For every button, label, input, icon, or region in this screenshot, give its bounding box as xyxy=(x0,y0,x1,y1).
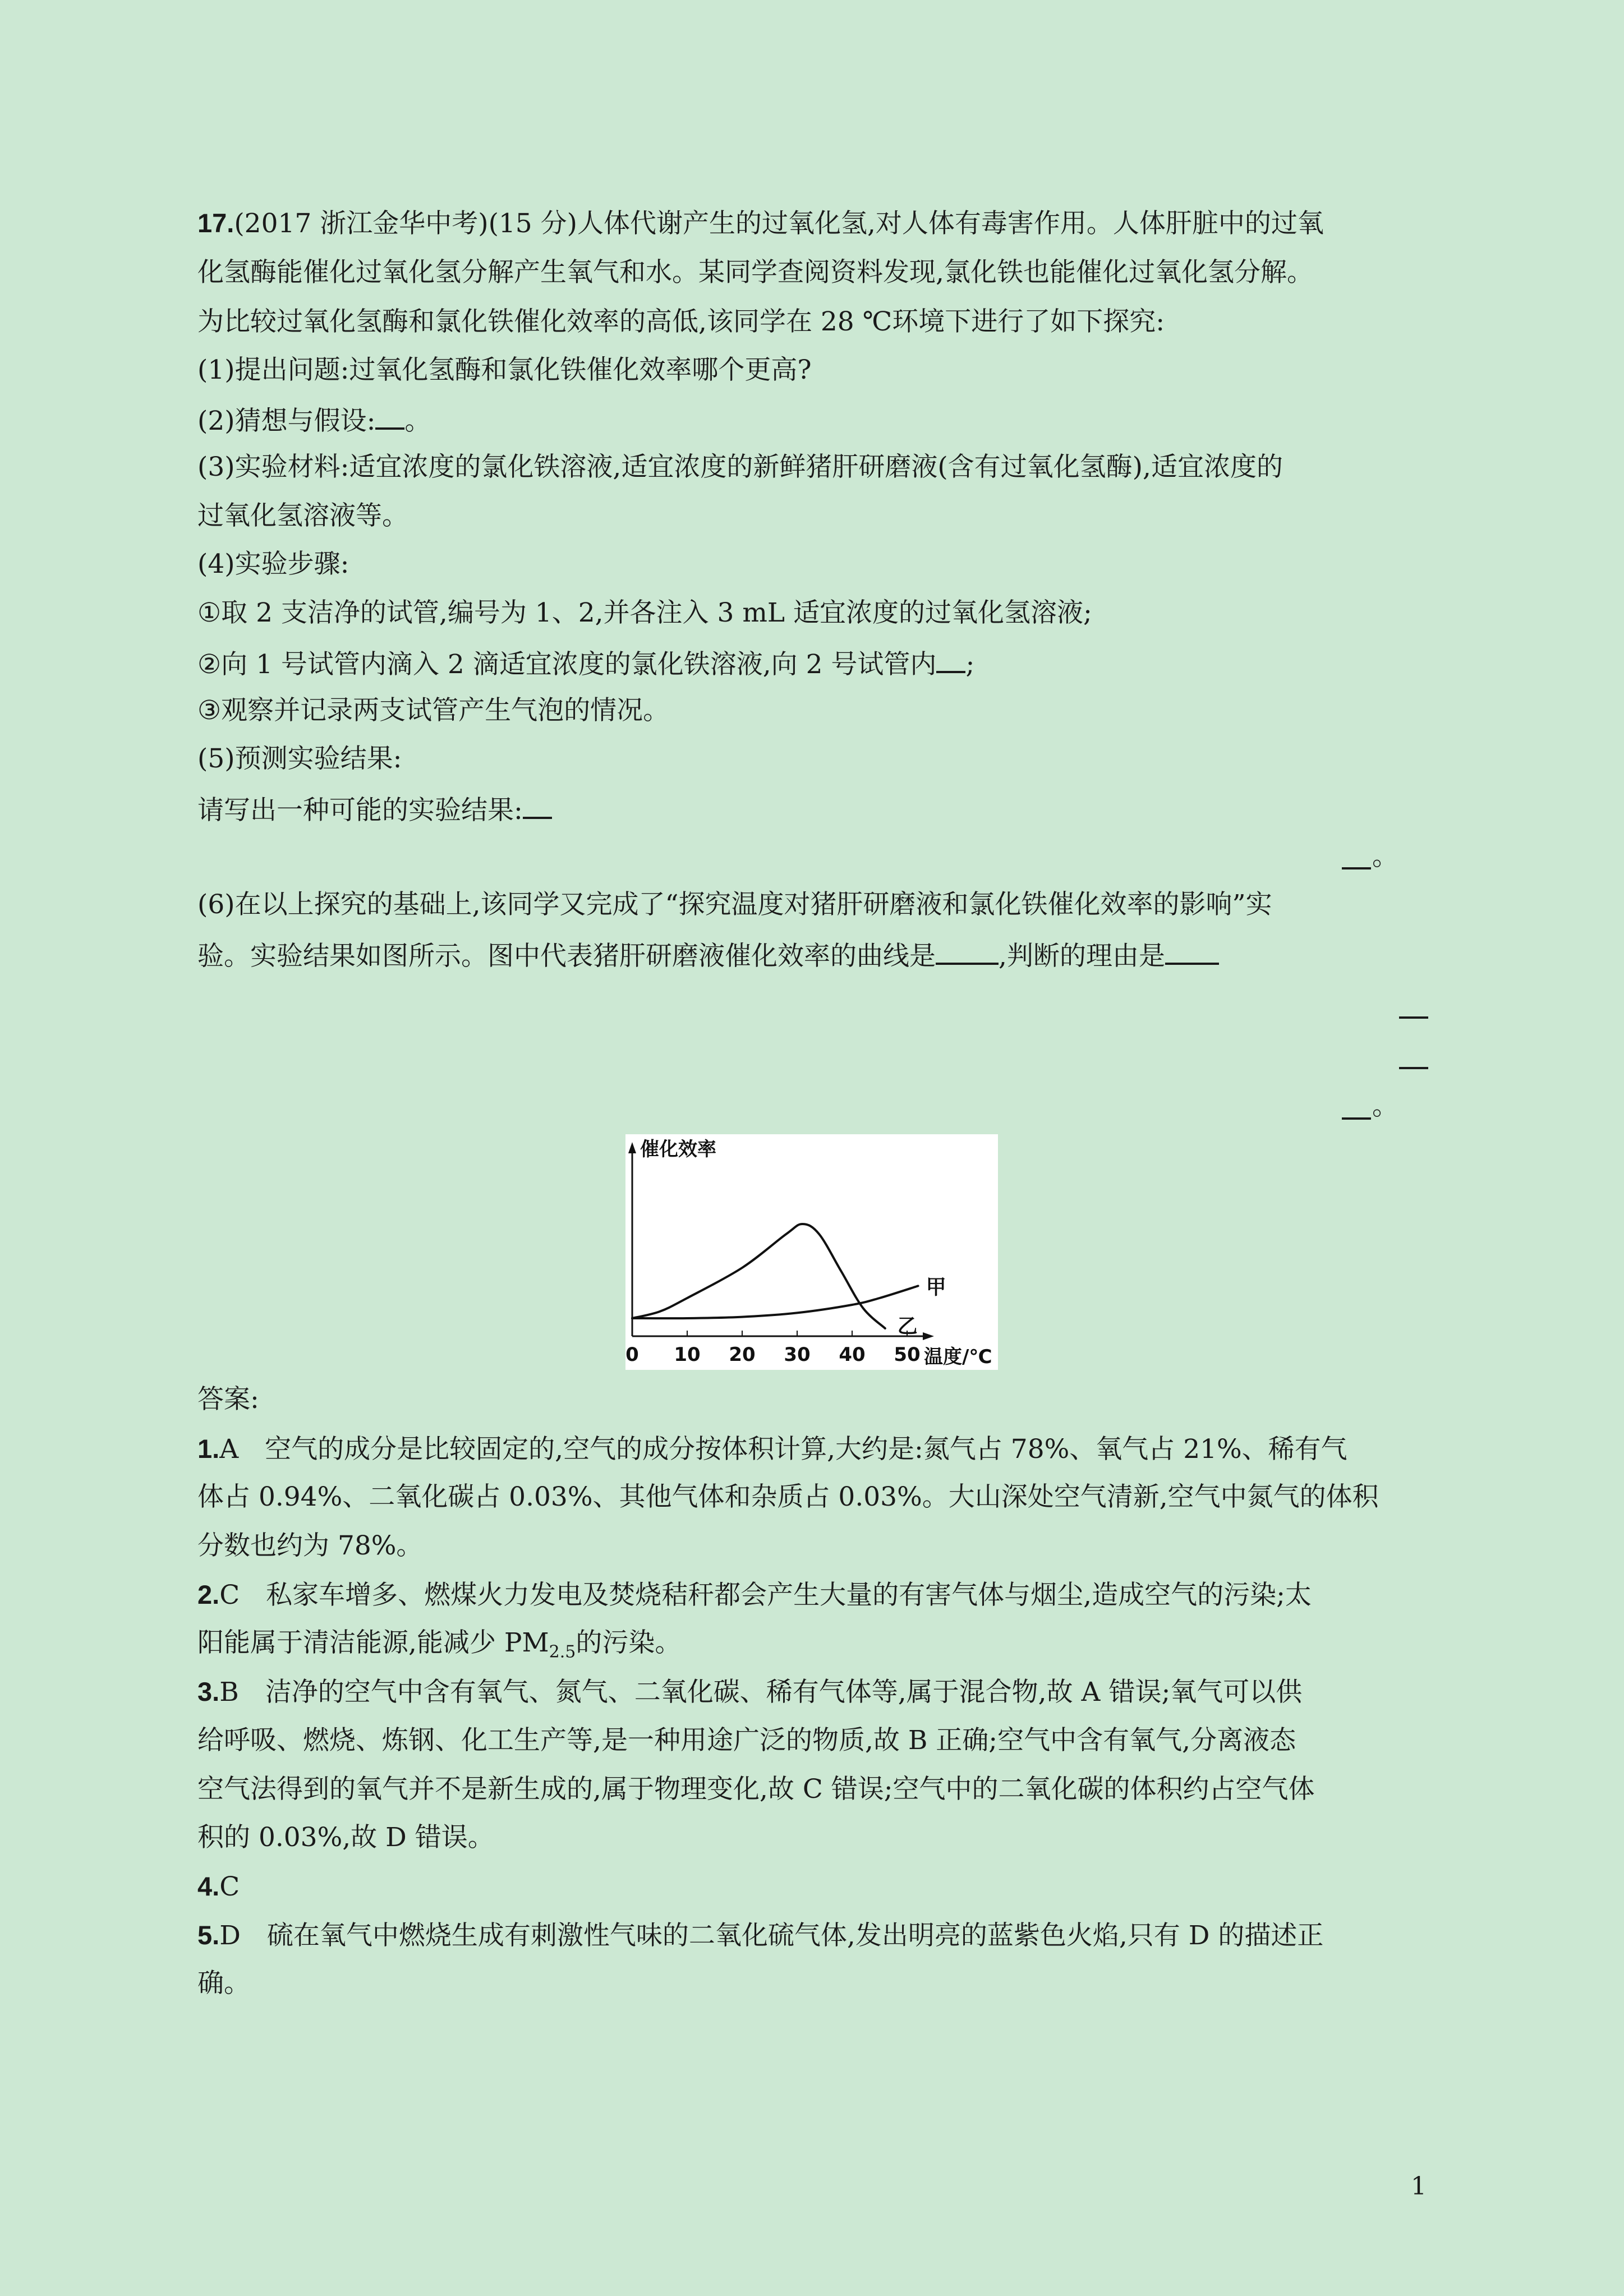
x-tick-label: 10 xyxy=(674,1343,701,1366)
answer-1-line-3: 分数也约为 78%。 xyxy=(197,1530,423,1561)
x-tick-label: 20 xyxy=(729,1343,756,1366)
part-6-line-1: (6)在以上探究的基础上,该同学又完成了“探究温度对猪肝研磨液和氯化铁催化效率的影响”实 xyxy=(197,889,1272,920)
answer-1-line-2: 体占 0.94%、二氧化碳占 0.03%、其他气体和杂质占 0.03%。大山深处空气清新,空气中氮气的体积 xyxy=(197,1481,1379,1512)
answer-blank xyxy=(523,791,552,819)
part-2: (2)猜想与假设: 。 xyxy=(197,402,431,438)
answer-5-line-2: 确。 xyxy=(197,1968,250,1999)
answer-blank xyxy=(1399,1067,1428,1069)
part-3-line-2: 过氧化氢溶液等。 xyxy=(197,500,408,531)
y-axis-arrow xyxy=(628,1142,636,1153)
x-tick-label: 50 xyxy=(894,1343,921,1366)
answers-heading: 答案: xyxy=(197,1384,259,1415)
x-tick-label: 30 xyxy=(784,1343,811,1366)
answer-blank xyxy=(375,402,404,430)
step-1: ①取 2 支洁净的试管,编号为 1、2,并各注入 3 mL 适宜浓度的过氧化氢溶液; xyxy=(197,597,1092,628)
answer-5-line-1: 5.D 硫在氧气中燃烧生成有刺激性气味的二氧化硫气体,发出明亮的蓝紫色火焰,只有 D 的描述正 xyxy=(197,1920,1324,1951)
chart-svg xyxy=(625,1134,998,1370)
answer-blank xyxy=(1165,937,1219,965)
part-4: (4)实验步骤: xyxy=(197,549,349,579)
answer-blank xyxy=(1399,1016,1428,1019)
x-axis-arrow xyxy=(923,1332,934,1340)
answer-2-line-2: 阳能属于清洁能源,能减少 $PM_{2.5}$的污染。 xyxy=(197,1627,682,1662)
x-tick-label: 40 xyxy=(839,1343,866,1366)
part-5-prompt: 请写出一种可能的实验结果: xyxy=(197,791,552,827)
answer-blank xyxy=(1342,1117,1371,1120)
y-axis-label: 催化效率 xyxy=(640,1138,716,1161)
step-3: ③观察并记录两支试管产生气泡的情况。 xyxy=(197,695,670,726)
answer-2-line-1: 2.C 私家车增多、燃煤火力发电及焚烧秸秆都会产生大量的有害气体与烟尘,造成空气的污染;太 xyxy=(197,1580,1312,1611)
answer-3-line-4: 积的 0.03%,故 D 错误。 xyxy=(197,1822,494,1853)
x-axis-label: 温度/℃ xyxy=(924,1346,992,1368)
catalytic-efficiency-chart xyxy=(625,1134,998,1370)
series-line-yi xyxy=(632,1224,885,1328)
answer-blank xyxy=(1342,867,1371,869)
answer-3-line-3: 空气法得到的氧气并不是新生成的,属于物理变化,故 C 错误;空气中的二氧化碳的体积约占空气体 xyxy=(197,1774,1315,1805)
answer-3-line-1: 3.B 洁净的空气中含有氧气、氮气、二氧化碳、稀有气体等,属于混合物,故 A 错误;氧气可以供 xyxy=(197,1677,1303,1708)
answer-blank xyxy=(936,645,965,673)
x-tick-label: 0 xyxy=(625,1343,639,1366)
question-intro-line-2: 化氢酶能催化过氧化氢分解产生氧气和水。某同学查阅资料发现,氯化铁也能催化过氧化氢分解。 xyxy=(197,257,1313,288)
question-intro-line-3: 为比较过氧化氢酶和氯化铁催化效率的高低,该同学在 28 ℃环境下进行了如下探究: xyxy=(197,306,1165,337)
series-line-jia xyxy=(632,1286,918,1318)
series-label-yi: 乙 xyxy=(897,1315,918,1338)
part-5-end-mark: 。 xyxy=(1372,841,1398,872)
answer-1-line-1: 1.A 空气的成分是比较固定的,空气的成分按体积计算,大约是:氮气占 78%、氧气占 21%、稀有气 xyxy=(197,1434,1347,1465)
answer-3-line-2: 给呼吸、燃烧、炼钢、化工生产等,是一种用途广泛的物质,故 B 正确;空气中含有氧气,分离液态 xyxy=(197,1725,1296,1756)
series-label-jia: 甲 xyxy=(926,1276,946,1299)
answer-4: 4.C xyxy=(197,1871,240,1902)
part-3-line-1: (3)实验材料:适宜浓度的氯化铁溶液,适宜浓度的新鲜猪肝研磨液(含有过氧化氢酶),适宜浓度的 xyxy=(197,452,1283,482)
part-6-line-2: 验。实验结果如图所示。图中代表猪肝研磨液催化效率的曲线是 ,判断的理由是 xyxy=(197,937,1219,973)
part-1: (1)提出问题:过氧化氢酶和氯化铁催化效率哪个更高? xyxy=(197,355,812,385)
page-number: 1 xyxy=(1411,2172,1427,2201)
part-6-end-mark: 。 xyxy=(1372,1091,1398,1121)
step-2: ②向 1 号试管内滴入 2 滴适宜浓度的氯化铁溶液,向 2 号试管内 ; xyxy=(197,645,974,682)
question-number: 17. xyxy=(197,208,234,238)
question-intro-line-1: 17.(2017 浙江金华中考)(15 分)人体代谢产生的过氧化氢,对人体有毒害作用。人体肝脏中的过氧 xyxy=(197,208,1324,239)
part-5: (5)预测实验结果: xyxy=(197,743,402,774)
answer-blank xyxy=(936,937,999,965)
